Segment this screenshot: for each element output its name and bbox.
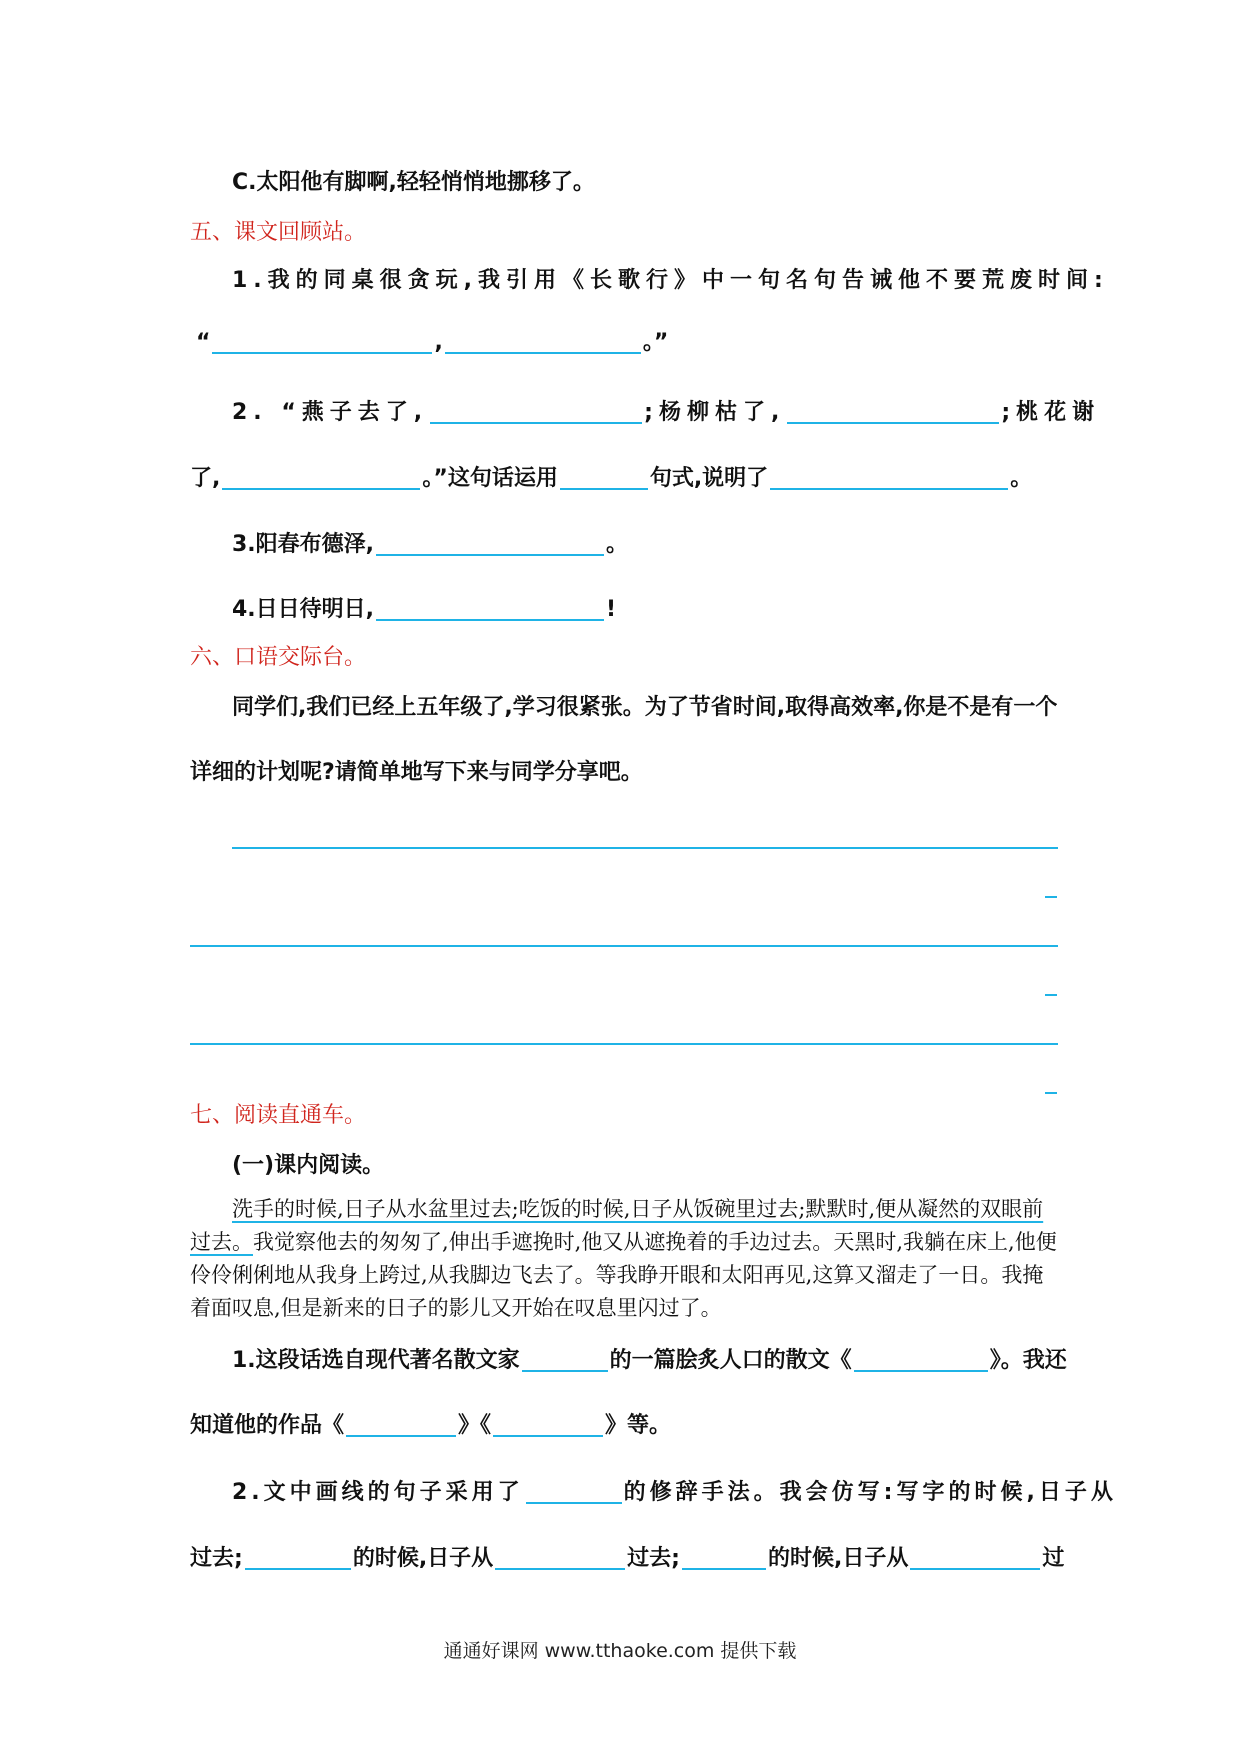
q3-text: 3.阳春布德泽, — [232, 532, 375, 557]
close-quote: 。” — [642, 330, 669, 355]
s5-question-1-answer — [196, 330, 668, 354]
writing-line[interactable] — [190, 1043, 1058, 1045]
s7-question-2 — [232, 1480, 1117, 1504]
q2-line2-b: 句式,说明了 — [649, 466, 769, 491]
s5-question-4 — [232, 597, 616, 621]
option-c: C.太阳他有脚啊,轻轻悄悄地挪移了。 — [232, 170, 595, 195]
open-quote: “ — [196, 330, 211, 355]
answer-blank[interactable] — [787, 400, 999, 424]
s5-question-2 — [232, 400, 1100, 424]
s7-q1-a: 1.这段话选自现代著名散文家 — [232, 1348, 520, 1373]
answer-blank[interactable] — [445, 330, 641, 354]
s7-q2-line2-c: 过去; — [627, 1546, 680, 1571]
q2-mid1: ;杨柳枯了, — [644, 400, 786, 425]
answer-blank[interactable] — [854, 1348, 988, 1372]
answer-blank[interactable] — [346, 1413, 456, 1437]
q2-line2-start: 了, — [190, 466, 221, 491]
answer-blank[interactable] — [910, 1546, 1040, 1570]
answer-blank[interactable] — [770, 466, 1008, 490]
s7-q2-b: 的修辞手法。我会仿写:写字的时候,日子从 — [623, 1480, 1117, 1505]
passage-underlined-sentence: 洗手的时候,日子从水盆里过去;吃饭的时候,日子从饭碗里过去;默默时,便从凝然的双眼前过去。 — [190, 1197, 1044, 1254]
answer-blank[interactable] — [430, 400, 642, 424]
s5-question-2-line2 — [190, 466, 1032, 490]
s6-paragraph-2: 详细的计划呢?请简单地写下来与同学分享吧。 — [190, 760, 643, 785]
s7-question-1-line2 — [190, 1413, 671, 1437]
q2-mid2: ;桃花谢 — [1001, 400, 1101, 425]
q2-line2-a: 。”这句话运用 — [422, 466, 558, 491]
section-5-title: 五、课文回顾站。 — [190, 220, 367, 245]
reading-passage — [190, 1193, 1060, 1325]
answer-blank[interactable] — [560, 466, 648, 490]
passage-rest: 我觉察他去的匆匆了,伸出手遮挽时,他又从遮挽着的手边过去。天黑时,我躺在床上,他便伶伶俐俐地从我身上跨过,从我脚边飞去了。等我睁开眼和太阳再见,这算又溜走了一日。我掩着面叹息,但是新来的日子的影儿又开始在叹息里闪过了。 — [190, 1230, 1057, 1320]
writing-line[interactable] — [190, 945, 1058, 947]
s7-q2-line2-e: 过 — [1042, 1546, 1065, 1571]
q2-line2-end: 。 — [1010, 466, 1033, 491]
page-footer: 通通好课网 www.tthaoke.com 提供下载 — [443, 1640, 797, 1662]
writing-line-end — [1045, 994, 1057, 996]
answer-blank[interactable] — [245, 1546, 351, 1570]
s7-q2-line2-a: 过去; — [190, 1546, 243, 1571]
s7-q2-line2-b: 的时候,日子从 — [352, 1546, 494, 1571]
answer-blank[interactable] — [526, 1480, 622, 1504]
answer-blank[interactable] — [493, 1413, 603, 1437]
writing-line-end — [1045, 1092, 1057, 1094]
s5-question-3 — [232, 532, 628, 556]
s7-q1-line2-a: 知道他的作品《 — [190, 1413, 345, 1438]
s7-subtitle: (一)课内阅读。 — [232, 1153, 385, 1178]
s7-q1-line2-b: 》《 — [458, 1413, 492, 1438]
q4-end: ! — [606, 597, 617, 622]
q3-end: 。 — [606, 532, 629, 557]
answer-blank[interactable] — [212, 330, 432, 354]
s7-question-1 — [232, 1348, 1067, 1372]
comma: , — [434, 330, 443, 355]
s7-q1-c: 》。我还 — [989, 1348, 1067, 1373]
answer-blank[interactable] — [682, 1546, 766, 1570]
s7-q2-line2-d: 的时候,日子从 — [767, 1546, 909, 1571]
q4-text: 4.日日待明日, — [232, 597, 375, 622]
q2-start: 2. “燕子去了, — [232, 400, 429, 425]
s7-q2-a: 2.文中画线的句子采用了 — [232, 1480, 524, 1505]
s7-question-2-line2 — [190, 1546, 1064, 1570]
answer-blank[interactable] — [376, 597, 604, 621]
section-6-title: 六、口语交际台。 — [190, 645, 367, 670]
s5-question-1: 1.我的同桌很贪玩,我引用《长歌行》中一句名句告诫他不要荒废时间: — [232, 268, 1109, 293]
s6-paragraph-1: 同学们,我们已经上五年级了,学习很紧张。为了节省时间,取得高效率,你是不是有一个 — [232, 695, 1058, 720]
answer-blank[interactable] — [222, 466, 420, 490]
s7-q1-line2-c: 》等。 — [605, 1413, 672, 1438]
section-7-title: 七、阅读直通车。 — [190, 1103, 367, 1128]
writing-line-end — [1045, 896, 1057, 898]
s7-q1-b: 的一篇脍炙人口的散文《 — [609, 1348, 852, 1373]
answer-blank[interactable] — [376, 532, 604, 556]
answer-blank[interactable] — [495, 1546, 625, 1570]
answer-blank[interactable] — [522, 1348, 608, 1372]
writing-line[interactable] — [232, 847, 1058, 849]
